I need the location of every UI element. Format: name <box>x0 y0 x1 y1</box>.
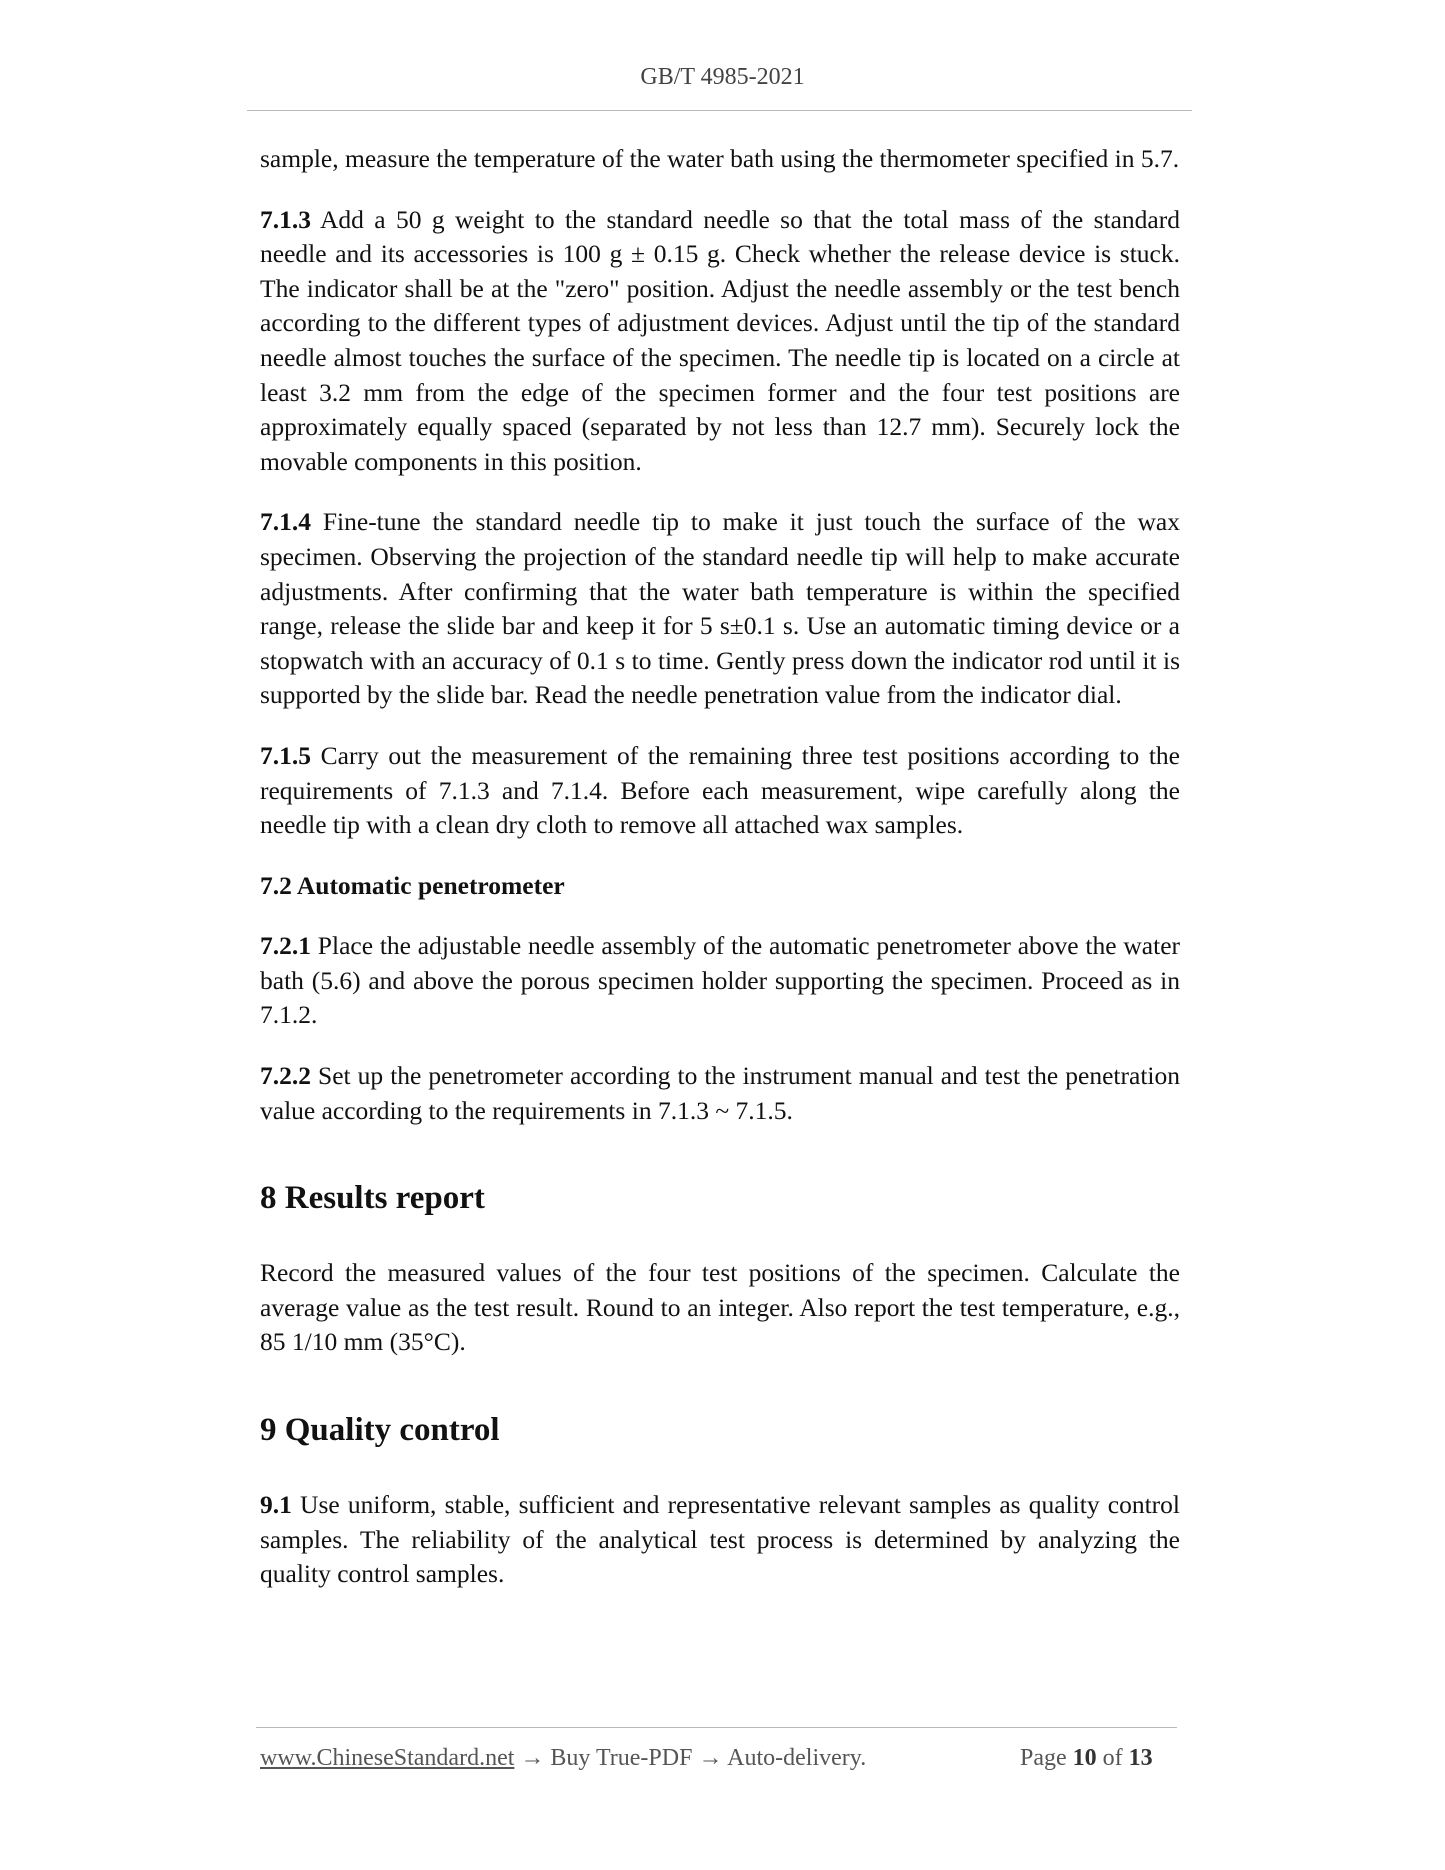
clause-text: Use uniform, stable, sufficient and representative relevant samples as quality control samples. The reliability of the analytical test process is determined by analyzing the quality control samples. <box>260 1490 1180 1589</box>
header-divider <box>247 110 1192 111</box>
website-link[interactable]: www.ChineseStandard.net <box>260 1745 515 1771</box>
of-label: of <box>1102 1745 1123 1771</box>
paragraph-continuation: sample, measure the temperature of the water bath using the thermometer specified in 5.7. <box>260 144 1180 173</box>
clause-7-1-3 <box>260 203 1180 480</box>
clause-number: 7.1.4 <box>260 507 311 537</box>
clause-text: Set up the penetrometer according to the instrument manual and test the penetration value according to the requirements in 7.1.3 ~ 7.1.5. <box>260 1061 1180 1125</box>
arrow-icon: → <box>514 1745 551 1771</box>
clause-number: 7.2.2 <box>260 1061 311 1091</box>
clause-7-2-2 <box>260 1059 1180 1128</box>
page-total: 13 <box>1128 1745 1153 1771</box>
clause-7-2-1 <box>260 929 1180 1033</box>
clause-text: Fine-tune the standard needle tip to make it just touch the surface of the wax specimen. Observing the projection of the standard needle tip will help to make accurate adjustments. After confirming that the water bath temperature is within the specified range, release the slide bar and keep it for 5 s±0.1 s. Use an automatic timing device or a stopwatch with an accuracy of 0.1 s to time. Gently press down the indicator rod until it is supported by the slide bar. Read the needle penetration value from the indicator dial. <box>260 507 1180 710</box>
clause-7-1-5 <box>260 739 1180 843</box>
page-content <box>260 142 1180 1618</box>
footer-links <box>260 1745 866 1772</box>
buy-pdf-text: Buy True-PDF <box>550 1745 693 1771</box>
clause-7-1-4 <box>260 505 1180 713</box>
clause-number: 7.1.3 <box>260 204 311 234</box>
clause-number: 9.1 <box>260 1490 292 1520</box>
auto-delivery-text: Auto-delivery. <box>727 1745 867 1771</box>
page-label: Page <box>1020 1745 1067 1771</box>
paragraph-results-report: Record the measured values of the four test positions of the specimen. Calculate the average value as the test result. Round to an integer. Also report the test temperature, e.g., 85 1/10 mm (35°C). <box>260 1258 1180 1357</box>
clause-number: 7.1.5 <box>260 740 311 770</box>
page-indicator <box>1020 1745 1153 1772</box>
section-heading-8: 8 Results report <box>260 1180 485 1217</box>
clause-text: Place the adjustable needle assembly of the automatic penetrometer above the water bath (5.6) and above the porous specimen holder supporting the specimen. Proceed as in 7.1.2. <box>260 931 1180 1030</box>
clause-number: 7.2.1 <box>260 931 311 961</box>
footer-divider <box>256 1727 1177 1728</box>
section-heading-9: 9 Quality control <box>260 1412 500 1449</box>
clause-text: Carry out the measurement of the remaining three test positions according to the requirements of 7.1.3 and 7.1.4. Before each measurement, wipe carefully along the needle tip with a clean dry cloth to remove all attached wax samples. <box>260 740 1180 840</box>
subsection-heading-7-2: 7.2 Automatic penetrometer <box>260 870 565 900</box>
page-number: 10 <box>1072 1745 1097 1771</box>
clause-text: Add a 50 g weight to the standard needle so that the total mass of the standard needle and its accessories is 100 g ± 0.15 g. Check whether the release device is stuck. The indicator shall be at the "zero" position. Adjust the needle assembly or the test bench according to the different types of adjustment devices. Adjust until the tip of the standard needle almost touches the surface of the specimen. The needle tip is located on a circle at least 3.2 mm from the edge of the specimen former and the four test positions are approximately equally spaced (separated by not less than 12.7 mm). Securely lock the movable components in this position. <box>260 204 1180 476</box>
clause-9-1 <box>260 1488 1180 1592</box>
document-header: GB/T 4985-2021 <box>640 64 805 90</box>
arrow-icon: → <box>692 1745 728 1771</box>
